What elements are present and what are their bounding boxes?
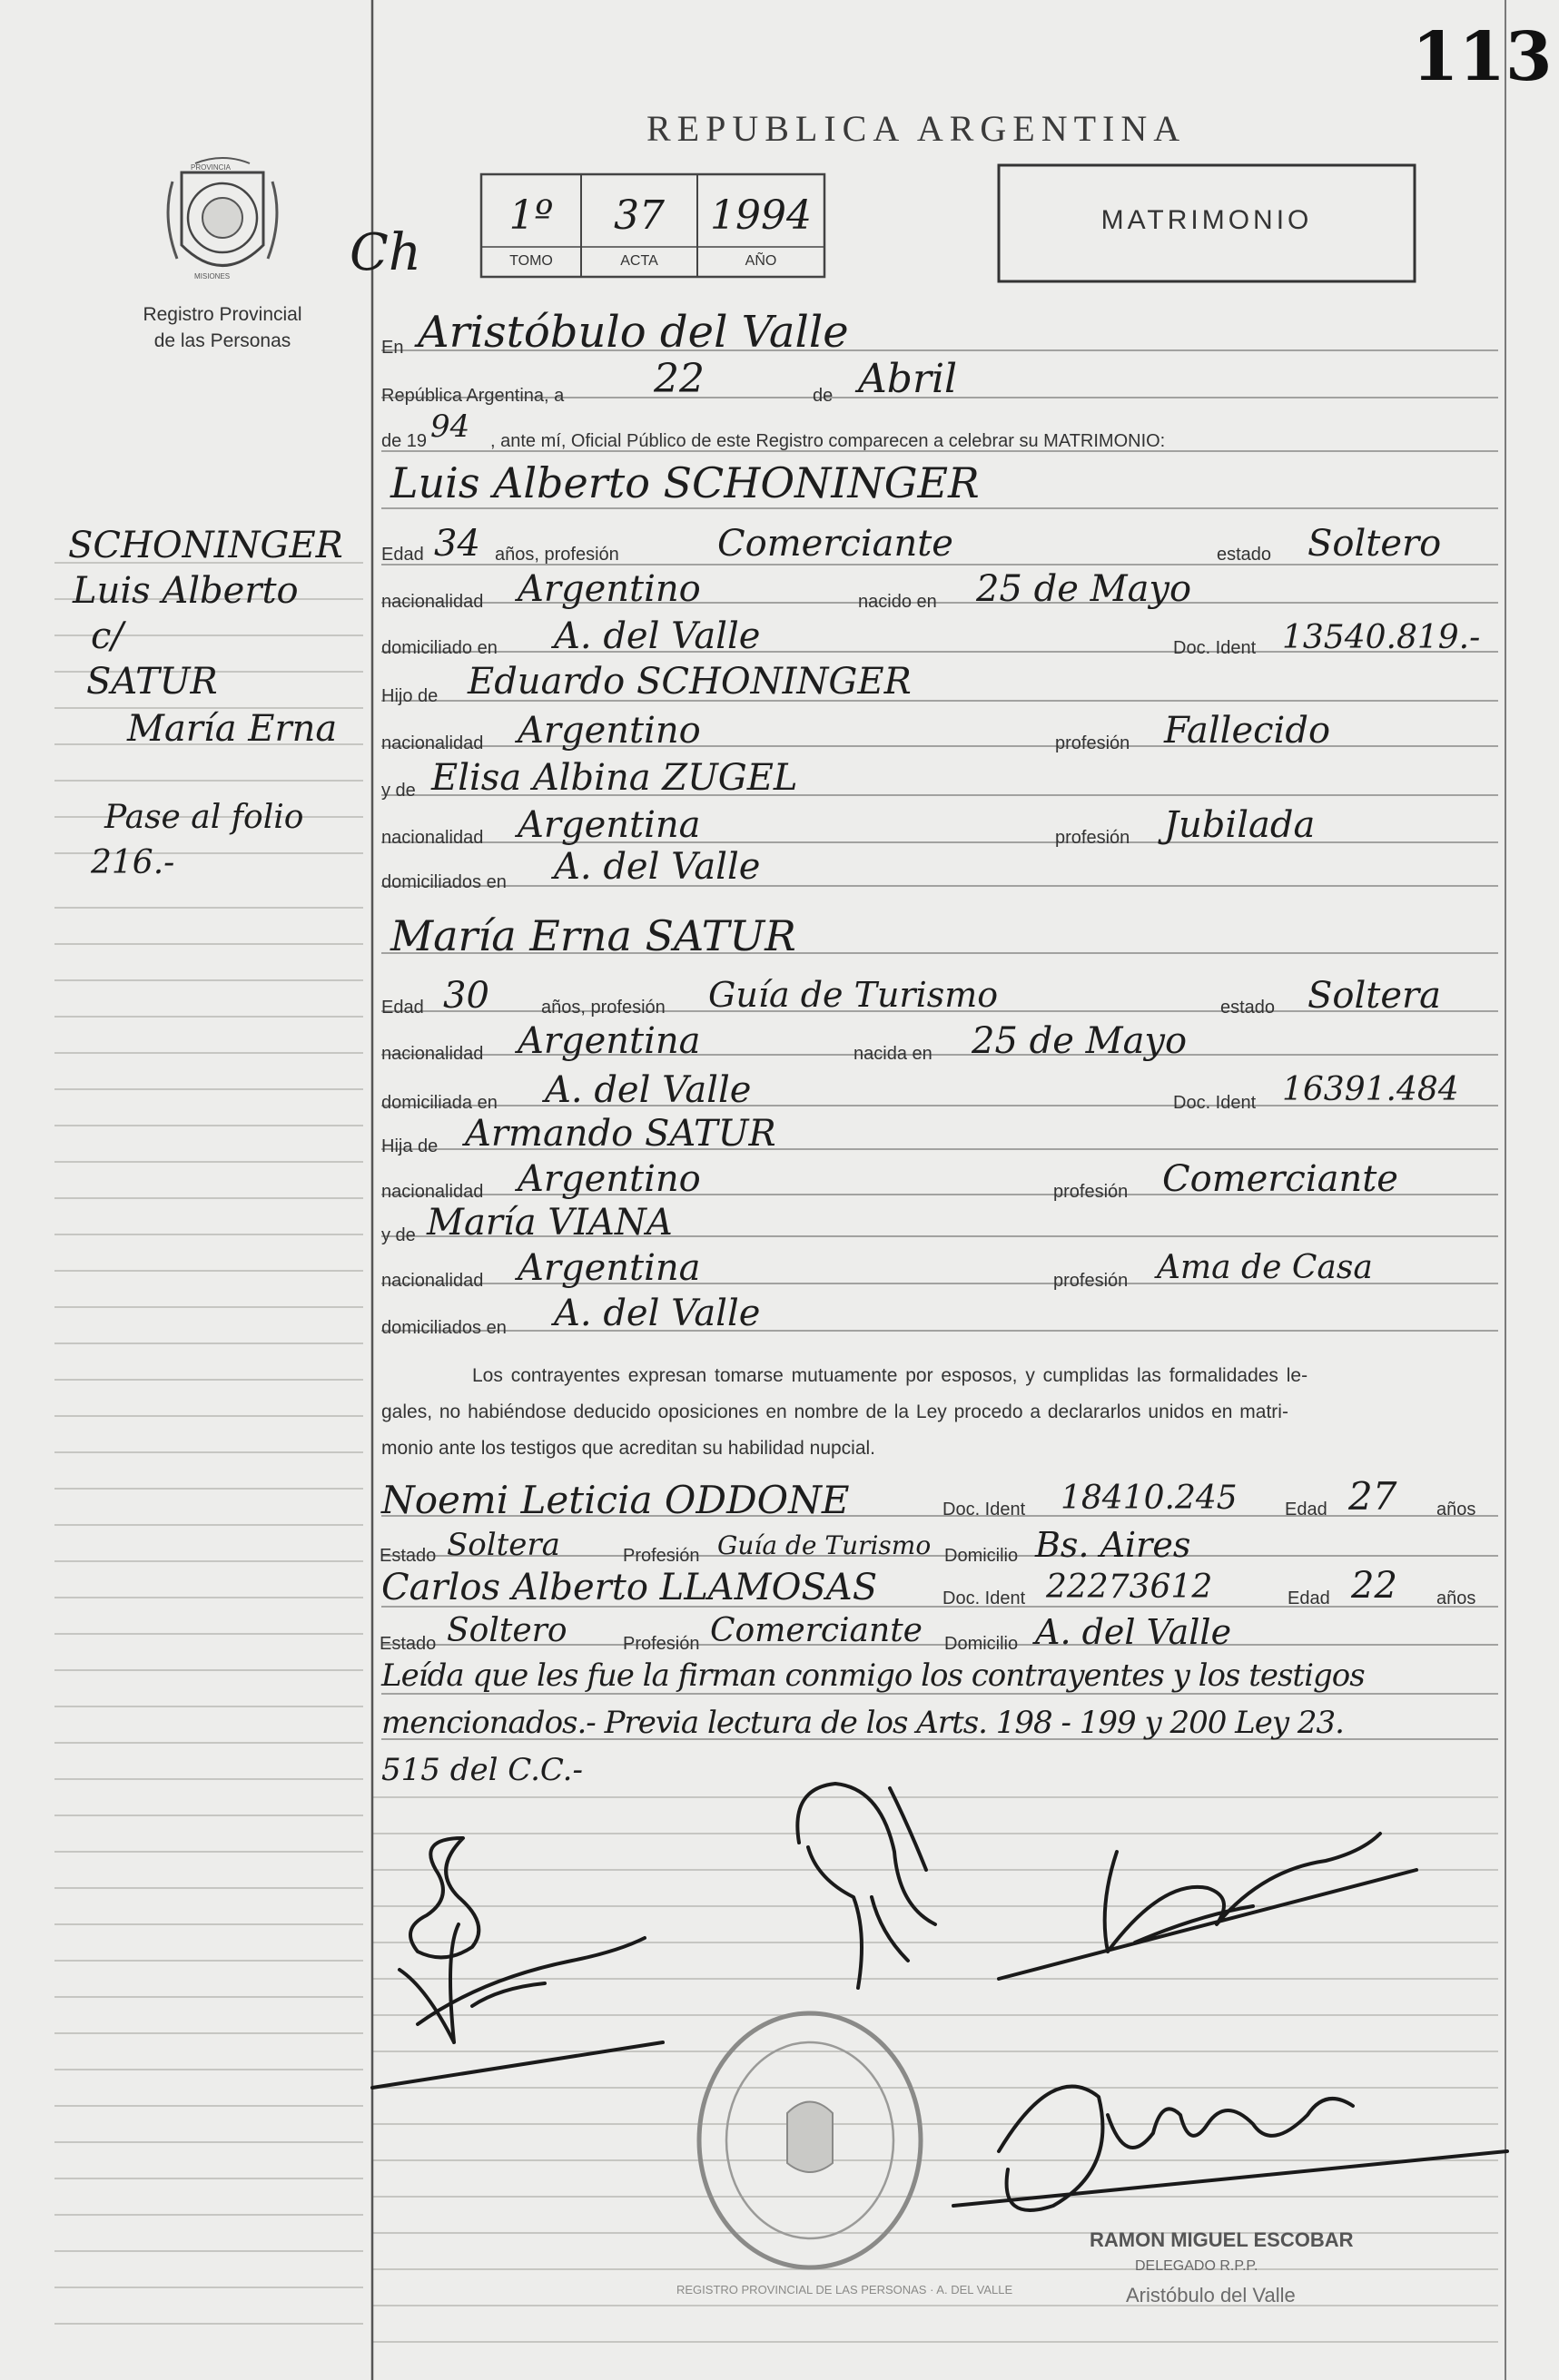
bride-mother-nationality: Argentina: [518, 1247, 701, 1289]
groom-mother-nat-label: nacionalidad: [381, 828, 484, 848]
record-type: MATRIMONIO: [1100, 205, 1313, 235]
signature-witness: [999, 1834, 1416, 1979]
bride-mother: María VIANA: [427, 1202, 673, 1244]
groom-father: Eduardo SCHONINGER: [468, 661, 912, 703]
witness1-estado: Soltera: [447, 1527, 560, 1563]
bride-nationality: Argentina: [518, 1020, 701, 1062]
bride-estado: Soltera: [1307, 975, 1441, 1017]
groom-age: 34: [434, 523, 480, 565]
closing-line1: Leída que les fue la firman conmigo los contrayentes y los testigos: [381, 1657, 1365, 1694]
groom-doc-label: Doc. Ident: [1173, 638, 1257, 658]
bride-father-nationality: Argentino: [518, 1158, 701, 1200]
groom-mother-prof-label: profesión: [1055, 828, 1130, 848]
groom-mother-profession: Jubilada: [1164, 804, 1316, 846]
groom-domiciliado-label: domiciliado en: [381, 638, 498, 658]
republica-label: República Argentina, a: [381, 386, 565, 406]
ano-value: 1994: [710, 192, 812, 239]
groom-hijo-label: Hijo de: [381, 686, 439, 706]
bride-mother-nat-label: nacionalidad: [381, 1271, 484, 1291]
officer-name: RAMON MIGUEL ESCOBAR: [1090, 2228, 1354, 2251]
signature-officer: [953, 2087, 1507, 2210]
emblem-bottom-text: MISIONES: [194, 272, 231, 280]
page-number: 113: [1412, 18, 1553, 96]
groom-doc: 13540.819.-: [1282, 619, 1481, 656]
bride-mother-profession: Ama de Casa: [1157, 1249, 1373, 1286]
bride-born: 25 de Mayo: [972, 1020, 1188, 1062]
witness1-anos-label: años: [1436, 1500, 1476, 1519]
bride-nacida-label: nacida en: [854, 1044, 932, 1064]
margin-note-line1: SCHONINGER: [68, 525, 343, 566]
margin-note-line6: Pase al folio: [104, 799, 304, 836]
tomo-value: 1º: [508, 192, 554, 239]
witness1-name: Noemi Leticia ODDONE: [381, 1478, 850, 1522]
en-label: En: [381, 338, 404, 358]
registry-line1: Registro Provincial: [143, 304, 302, 325]
groom-father-prof-label: profesión: [1055, 733, 1130, 753]
groom-profession: Comerciante: [717, 523, 953, 565]
emblem-top-text: PROVINCIA: [191, 163, 232, 172]
bride-domicile: A. del Valle: [545, 1069, 752, 1111]
bride-y-de-label: y de: [381, 1225, 416, 1245]
groom-profesion-label: años, profesión: [495, 545, 619, 565]
groom-father-profession: Fallecido: [1164, 710, 1331, 752]
witness2-edad-label: Edad: [1288, 1588, 1330, 1608]
bride-father-prof-label: profesión: [1053, 1182, 1129, 1202]
bride-hija-label: Hija de: [381, 1136, 439, 1156]
margin-note-line3: c/: [91, 615, 123, 657]
groom-estado-label: estado: [1217, 545, 1272, 565]
bride-parents-dom-label: domiciliados en: [381, 1318, 507, 1338]
groom-father-nat-label: nacionalidad: [381, 733, 484, 753]
bride-age: 30: [443, 975, 489, 1017]
witness2-doc: 22273612: [1046, 1569, 1213, 1606]
bride-parents-domicile: A. del Valle: [554, 1293, 761, 1334]
bride-father: Armando SATUR: [465, 1113, 776, 1155]
groom-y-de-label: y de: [381, 781, 416, 801]
groom-parents-domicile: A. del Valle: [554, 846, 761, 888]
witness1-domicilio-label: Domicilio: [944, 1546, 1019, 1566]
witness2-estado: Soltero: [447, 1612, 567, 1649]
witness2-domicilio-label: Domicilio: [944, 1634, 1019, 1654]
witness1-domicile: Bs. Aires: [1035, 1525, 1191, 1565]
groom-nationality: Argentino: [518, 568, 701, 610]
bride-name: María Erna SATUR: [390, 911, 796, 960]
margin-initials: Ch: [350, 223, 421, 282]
formal-line1: Los contrayentes expresan tomarse mutuamente por esposos, y cumplidas las formalidades le-: [472, 1365, 1308, 1386]
witness1-age: 27: [1348, 1474, 1397, 1519]
groom-domicile: A. del Valle: [554, 615, 761, 657]
groom-name: Luis Alberto SCHONINGER: [390, 458, 980, 507]
intro-statement: , ante mí, Oficial Público de este Registro comparecen a celebrar su MATRIMONIO:: [490, 431, 1166, 451]
groom-nacionalidad-label: nacionalidad: [381, 592, 484, 612]
witness2-profesion-label: Profesión: [623, 1634, 700, 1654]
closing-line3: 515 del C.C.-: [381, 1752, 583, 1788]
bride-doc: 16391.484: [1282, 1071, 1459, 1108]
groom-parents-dom-label: domiciliados en: [381, 872, 507, 892]
witness2-name: Carlos Alberto LLAMOSAS: [381, 1567, 878, 1608]
bride-father-profession: Comerciante: [1162, 1158, 1398, 1200]
margin-note-line2: Luis Alberto: [73, 570, 299, 612]
year-prefix: de 19: [381, 431, 428, 451]
country-title: REPUBLICA ARGENTINA: [646, 108, 1187, 149]
ano-label: AÑO: [745, 253, 777, 269]
bride-estado-label: estado: [1220, 998, 1276, 1018]
groom-estado: Soltero: [1307, 523, 1442, 565]
year-suffix: 94: [430, 408, 470, 445]
witness1-edad-label: Edad: [1285, 1500, 1327, 1519]
witness1-doc: 18410.245: [1061, 1480, 1238, 1517]
witness2-age: 22: [1351, 1565, 1397, 1607]
groom-mother-nationality: Argentina: [518, 804, 701, 846]
round-seal-text: REGISTRO PROVINCIAL DE LAS PERSONAS · A. DEL VALLE: [676, 2283, 1013, 2296]
bride-father-nat-label: nacionalidad: [381, 1182, 484, 1202]
witness1-doc-label: Doc. Ident: [942, 1500, 1026, 1519]
witness1-estado-label: Estado: [380, 1546, 437, 1566]
bride-profession: Guía de Turismo: [708, 975, 999, 1015]
bride-doc-label: Doc. Ident: [1173, 1093, 1257, 1113]
witness2-doc-label: Doc. Ident: [942, 1588, 1026, 1608]
day-value: 22: [654, 356, 705, 402]
margin-note-line7: 216.-: [91, 844, 175, 881]
formal-line3: monio ante los testigos que acreditan su habilidad nupcial.: [381, 1438, 876, 1459]
bride-mother-prof-label: profesión: [1053, 1271, 1129, 1291]
witness2-domicile: A. del Valle: [1035, 1612, 1232, 1652]
witness1-profesion-label: Profesión: [623, 1546, 700, 1566]
witness2-estado-label: Estado: [380, 1634, 437, 1654]
acta-label: ACTA: [620, 253, 658, 269]
groom-father-nationality: Argentino: [518, 710, 701, 752]
groom-mother: Elisa Albina ZUGEL: [431, 757, 798, 799]
registry-line2: de las Personas: [153, 330, 291, 351]
bride-nacionalidad-label: nacionalidad: [381, 1044, 484, 1064]
margin-note-line4: SATUR: [86, 661, 218, 703]
officer-title: DELEGADO R.P.P.: [1135, 2258, 1258, 2274]
official-round-seal: [692, 2004, 928, 2277]
bride-domiciliada-label: domiciliada en: [381, 1093, 498, 1113]
margin-note-line5: María Erna: [127, 708, 338, 750]
groom-born: 25 de Mayo: [976, 568, 1192, 610]
signature-bride: [797, 1784, 935, 1988]
witness2-anos-label: años: [1436, 1588, 1476, 1608]
acta-value: 37: [614, 192, 665, 239]
de-label: de: [813, 386, 834, 406]
place-value: Aristóbulo del Valle: [418, 307, 849, 358]
witness1-profession: Guía de Turismo: [717, 1530, 932, 1560]
witness2-profession: Comerciante: [710, 1612, 923, 1649]
closing-line2: mencionados.- Previa lectura de los Arts. 198 - 199 y 200 Ley 23.: [381, 1705, 1344, 1741]
registry-emblem-icon: [154, 154, 291, 290]
formal-line2: gales, no habiéndose deducido oposiciones en nombre de la Ley procedo a declararlos unidos en matri-: [381, 1401, 1288, 1422]
groom-edad-label: Edad: [381, 545, 424, 565]
bride-edad-label: Edad: [381, 998, 424, 1018]
signature-mark-8: [410, 1838, 479, 1957]
tomo-label: TOMO: [509, 253, 553, 269]
bride-profesion-label: años, profesión: [541, 998, 666, 1018]
month-value: Abril: [858, 356, 958, 402]
groom-nacido-label: nacido en: [858, 592, 937, 612]
officer-place: Aristóbulo del Valle: [1126, 2284, 1296, 2306]
